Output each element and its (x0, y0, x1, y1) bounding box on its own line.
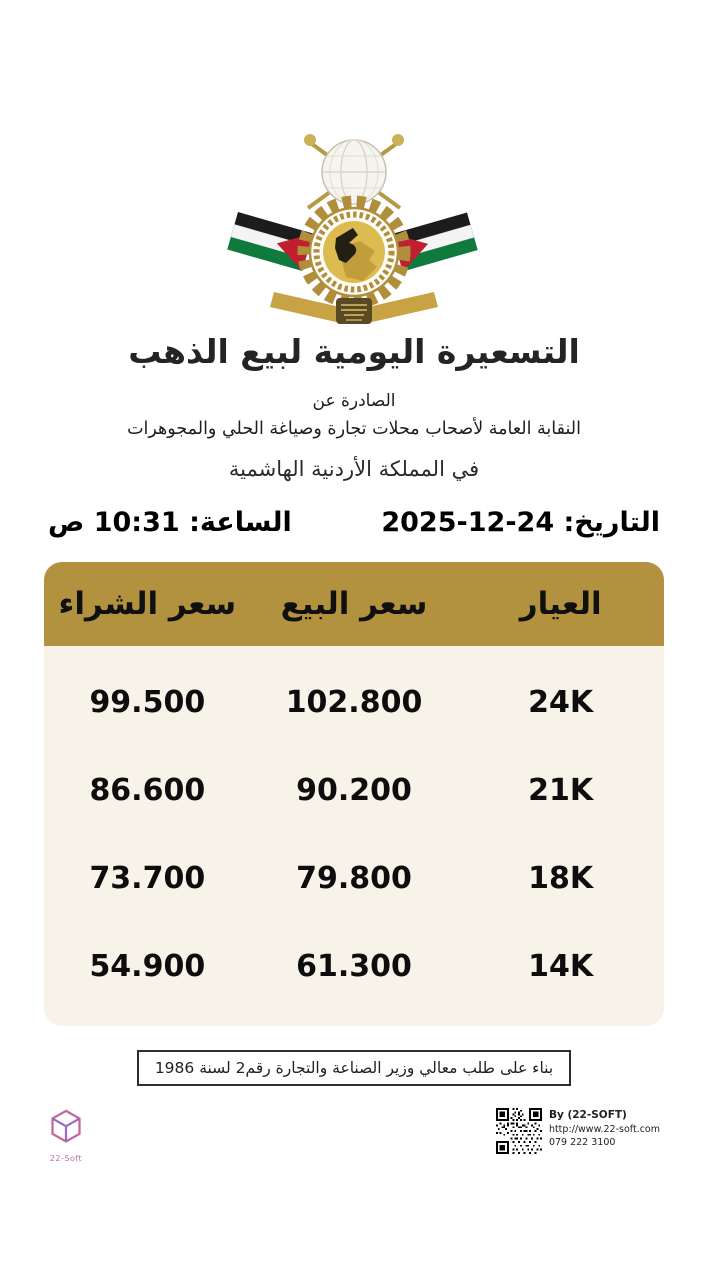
globe-icon (322, 140, 386, 204)
date-label: التاريخ: 24-12-2025 (381, 507, 660, 538)
buy-price: 99.500 (89, 684, 206, 720)
sell-price: 102.800 (285, 684, 423, 720)
qr-code-icon (496, 1108, 542, 1154)
gear-icon (304, 202, 404, 302)
karat-value: 21K (528, 772, 594, 808)
buy-price: 73.700 (89, 860, 206, 896)
column-header-karat: العيار (519, 586, 602, 622)
credit-url: http://www.22-soft.com (548, 1123, 660, 1135)
column-header-sell: سعر البيع (280, 586, 428, 622)
table-header (44, 562, 664, 646)
karat-value: 18K (528, 860, 594, 896)
table-row (44, 746, 664, 834)
issued-by-label: الصادرة عن (312, 391, 396, 411)
footer-row (0, 1108, 708, 1163)
column-header-buy: سعر الشراء (58, 586, 237, 622)
country-line: في المملكة الأردنية الهاشمية (228, 457, 480, 481)
datetime-row (0, 507, 708, 538)
price-table (44, 562, 664, 1026)
organization-name: النقابة العامة لأصحاب محلات تجارة وصياغة الحلي والمجوهرات (127, 419, 581, 439)
table-row (44, 834, 664, 922)
credit-block (496, 1108, 660, 1154)
syndicate-emblem (224, 126, 484, 326)
page-title: التسعيرة اليومية لبيع الذهب (128, 332, 580, 371)
buy-price: 54.900 (89, 948, 206, 984)
sell-price: 90.200 (296, 772, 412, 808)
credit-phone: 079 222 3100 (548, 1136, 616, 1148)
credit-by: By (22-SOFT) (548, 1109, 627, 1121)
maker-caption: 22-Soft (49, 1154, 83, 1163)
time-label: الساعة: 10:31 ص (48, 507, 292, 538)
credit-text (549, 1108, 660, 1149)
table-row (44, 922, 664, 1010)
buy-price: 86.600 (89, 772, 206, 808)
jordan-flag-right-icon (392, 213, 478, 272)
table-body (44, 646, 664, 1026)
maker-logo (48, 1108, 84, 1163)
emblem-graphic (224, 126, 484, 326)
decree-note: بناء على طلب معالي وزير الصناعة والتجارة رقم2 لسنة 1986 (137, 1050, 571, 1086)
sell-price: 79.800 (296, 860, 412, 896)
table-row (44, 658, 664, 746)
karat-value: 24K (528, 684, 594, 720)
sell-price: 61.300 (296, 948, 412, 984)
cube-logo-icon (48, 1108, 84, 1148)
karat-value: 14K (528, 948, 594, 984)
